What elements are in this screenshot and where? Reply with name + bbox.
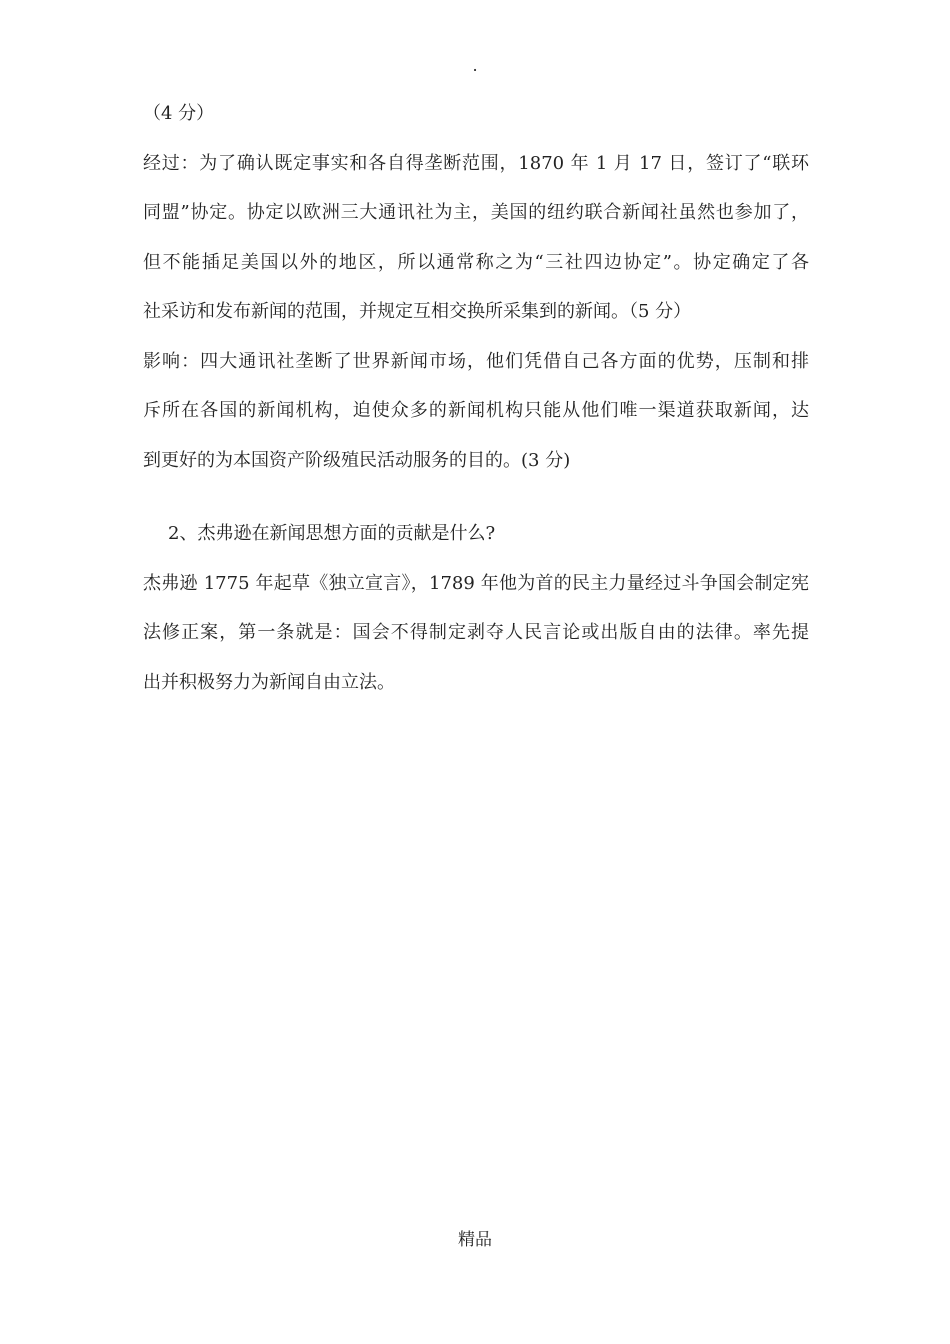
answer-line: 出并积极努力为新闻自由立法。	[143, 671, 395, 693]
document-body	[143, 102, 809, 720]
answer-line: 同盟”协定。协定以欧洲三大通讯社为主，美国的纽约联合新闻社虽然也参加了，	[143, 202, 809, 223]
question-title: 2、杰弗逊在新闻思想方面的贡献是什么?	[168, 523, 496, 544]
page-footer-label: 精品	[458, 1230, 492, 1250]
paragraph-gap	[143, 498, 809, 522]
answer-line: 斥所在各国的新闻机构，迫使众多的新闻机构只能从他们唯一渠道获取新闻，达	[143, 400, 809, 421]
answer-line: 经过：为了确认既定事实和各自得垄断范围，1870 年 1 月 17 日，签订了“联环	[143, 152, 809, 174]
answer-line: 但不能插足美国以外的地区，所以通常称之为“三社四边协定”。协定确定了各	[143, 251, 809, 273]
answer-line: 到更好的为本国资产阶级殖民活动服务的目的。(3 分)	[143, 449, 571, 471]
answer-line: 社采访和发布新闻的范围，并规定互相交换所采集到的新闻。（5 分）	[143, 301, 692, 322]
answer-line: 法修正案，第一条就是：国会不得制定剥夺人民言论或出版自由的法律。率先提	[143, 622, 809, 643]
page-header-mark: .	[472, 56, 478, 75]
answer-line: 影响：四大通讯社垄断了世界新闻市场，他们凭借自己各方面的优势，压制和排	[143, 350, 809, 372]
answer-line: 杰弗逊 1775 年起草《独立宣言》，1789 年他为首的民主力量经过斗争国会制定宪	[143, 572, 809, 594]
score-line: （4 分）	[143, 103, 215, 124]
